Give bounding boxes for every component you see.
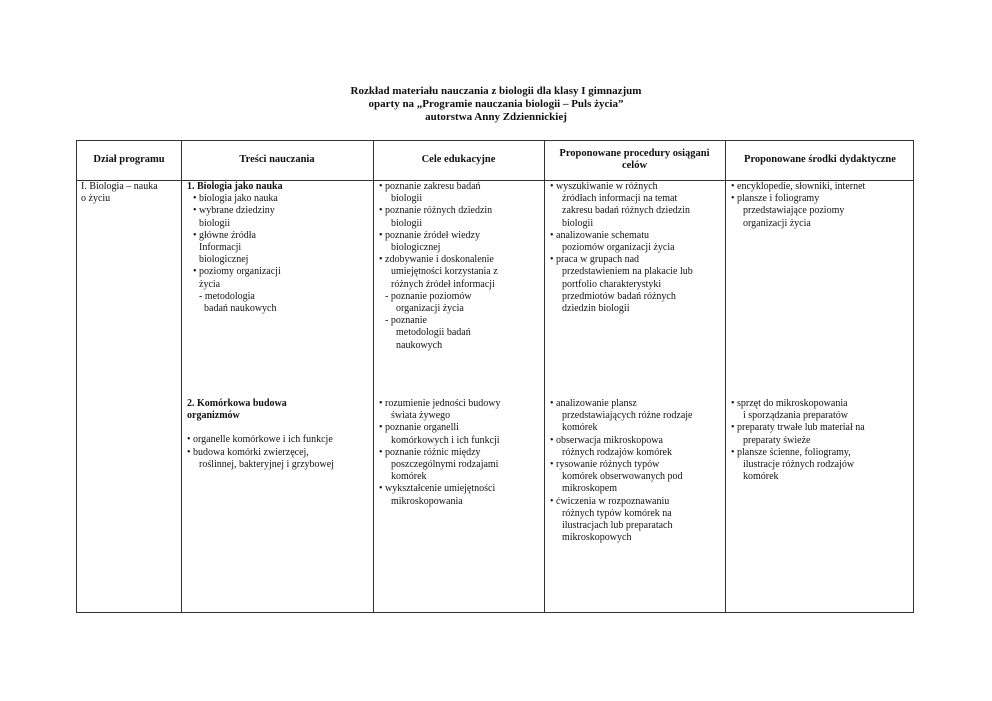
means-item: organizacji życia <box>743 217 811 229</box>
goal-item: • poznanie źródeł wiedzy <box>379 229 480 241</box>
goal-item: • poznanie różnych dziedzin <box>379 205 493 217</box>
procedure-item: • analizowanie plansz <box>550 398 637 409</box>
goal-item: biologii <box>391 217 423 229</box>
procedure-item: komórek <box>562 422 598 434</box>
procedure-item: źródłach informacji na temat <box>562 193 678 205</box>
header-srodki: Proponowane środki dydaktyczne <box>744 154 896 165</box>
goal-item: • poznanie różnic między <box>379 446 481 458</box>
goal-item: - poznanie <box>385 315 427 327</box>
procedure-item: poziomów organizacji życia <box>562 242 675 254</box>
goal-item: umiejętności korzystania z <box>391 266 498 278</box>
goal-item: metodologii badań <box>396 327 471 339</box>
procedure-item: portfolio charakterystyki <box>562 278 662 290</box>
procedure-item: mikroskopowych <box>562 532 632 544</box>
procedure-item: • analizowanie schematu <box>550 229 650 241</box>
topic1-means-cell <box>731 181 865 230</box>
topic1-content-cell <box>187 181 283 315</box>
procedure-item: różnych rodzajów komórek <box>562 446 672 458</box>
topic1-goals-cell <box>379 181 498 352</box>
column-divider <box>373 141 374 612</box>
means-item: przedstawiające poziomy <box>743 205 845 217</box>
content-item: - metodologia <box>199 290 255 302</box>
goal-item: mikroskopowania <box>391 495 463 507</box>
goal-item: biologicznej <box>391 242 441 254</box>
means-item: komórek <box>743 471 779 483</box>
means-item: preparaty świeże <box>743 434 811 446</box>
title-line-1: Rozkład materiału nauczania z biologii dla klasy I gimnazjum <box>350 85 642 97</box>
goal-item: komórkowych i ich funkcji <box>391 434 500 446</box>
procedure-item: ilustracjach lub preparatach <box>562 520 673 532</box>
goal-item: świata żywego <box>391 410 451 422</box>
goal-item: organizacji życia <box>396 303 464 315</box>
goal-item: poszczególnymi rodzajami <box>391 459 499 471</box>
content-item: roślinnej, bakteryjnej i grzybowej <box>199 458 334 470</box>
topic1-procedures-cell <box>550 181 693 315</box>
document-title <box>0 85 992 124</box>
section-line-1: I. Biologia – nauka <box>81 181 158 192</box>
content-item: • biologia jako nauka <box>193 193 278 205</box>
topic2-content-cell <box>187 398 334 471</box>
content-item: Informacji <box>199 242 242 254</box>
header-tresci: Treści nauczania <box>239 154 315 165</box>
procedure-item: dziedzin biologii <box>562 303 630 315</box>
content-item: • poziomy organizacji <box>193 266 281 278</box>
column-divider <box>725 141 726 612</box>
content-item: życia <box>199 278 221 290</box>
topic1-title: 1. Biologia jako nauka <box>187 181 283 192</box>
procedure-item: przedstawieniem na plakacie lub <box>562 266 693 278</box>
section-cell <box>81 181 158 205</box>
means-item: • preparaty trwałe lub materiał na <box>731 422 865 434</box>
content-item: • wybrane dziedziny <box>193 205 275 217</box>
procedure-item: przedstawiających różne rodzaje <box>562 410 693 422</box>
means-item: • plansze i foliogramy <box>731 193 820 205</box>
procedure-item: • ćwiczenia w rozpoznawaniu <box>550 495 670 507</box>
topic2-title-line-2: organizmów <box>187 410 240 422</box>
column-divider <box>181 141 182 612</box>
topic2-goals-cell <box>379 398 501 508</box>
content-item: biologii <box>199 217 231 229</box>
header-procedury: Proponowane procedury osiągani celów <box>559 148 710 171</box>
goal-item: biologii <box>391 193 423 205</box>
section-line-2: o życiu <box>81 193 111 205</box>
topic2-means-cell <box>731 398 865 483</box>
means-item: • sprzęt do mikroskopowania <box>731 398 848 409</box>
curriculum-table <box>76 140 914 613</box>
column-divider <box>544 141 545 612</box>
header-dzial: Dział programu <box>93 154 165 165</box>
procedure-item: • praca w grupach nad <box>550 254 640 266</box>
goal-item: • poznanie organelli <box>379 422 459 434</box>
content-item: badań naukowych <box>204 303 277 315</box>
procedure-item: mikroskopem <box>562 483 617 495</box>
means-item: • plansze ścienne, foliogramy, <box>731 446 851 458</box>
content-item: • budowa komórki zwierzęcej, <box>187 446 309 458</box>
means-item: ilustracje różnych rodzajów <box>743 459 855 471</box>
content-item: • organelle komórkowe i ich funkcje <box>187 434 333 446</box>
topic2-title-line-1: 2. Komórkowa budowa <box>187 398 287 409</box>
goal-item: • rozumienie jedności budowy <box>379 398 501 409</box>
means-item: i sporządzania preparatów <box>743 410 848 422</box>
topic2-procedures-cell <box>550 398 692 544</box>
content-item: • główne źródła <box>193 229 256 241</box>
procedure-item: różnych typów komórek na <box>562 507 672 519</box>
procedure-item: • rysowanie różnych typów <box>550 459 660 471</box>
content-item: biologicznej <box>199 254 249 266</box>
procedure-item: przedmiotów badań różnych <box>562 290 676 302</box>
goal-item: • poznanie zakresu badań <box>379 181 481 192</box>
procedure-item: komórek obserwowanych pod <box>562 471 683 483</box>
goal-item: • zdobywanie i doskonalenie <box>379 254 494 266</box>
means-item: • encyklopedie, słowniki, internet <box>731 181 866 192</box>
goal-item: • wykształcenie umiejętności <box>379 483 496 495</box>
goal-item: naukowych <box>396 339 443 351</box>
goal-item: - poznanie poziomów <box>385 290 472 302</box>
procedure-item: zakresu badań różnych dziedzin <box>562 205 690 217</box>
header-cele: Cele edukacyjne <box>421 154 496 165</box>
title-line-3: autorstwa Anny Zdziennickiej <box>425 111 567 123</box>
procedure-item: • obserwacja mikroskopowa <box>550 434 663 446</box>
goal-item: różnych źródeł informacji <box>391 278 495 290</box>
title-line-2: oparty na „Programie nauczania biologii – Puls życia” <box>368 98 624 110</box>
procedure-item: • wyszukiwanie w różnych <box>550 181 658 192</box>
procedure-item: biologii <box>562 217 594 229</box>
goal-item: komórek <box>391 471 427 483</box>
